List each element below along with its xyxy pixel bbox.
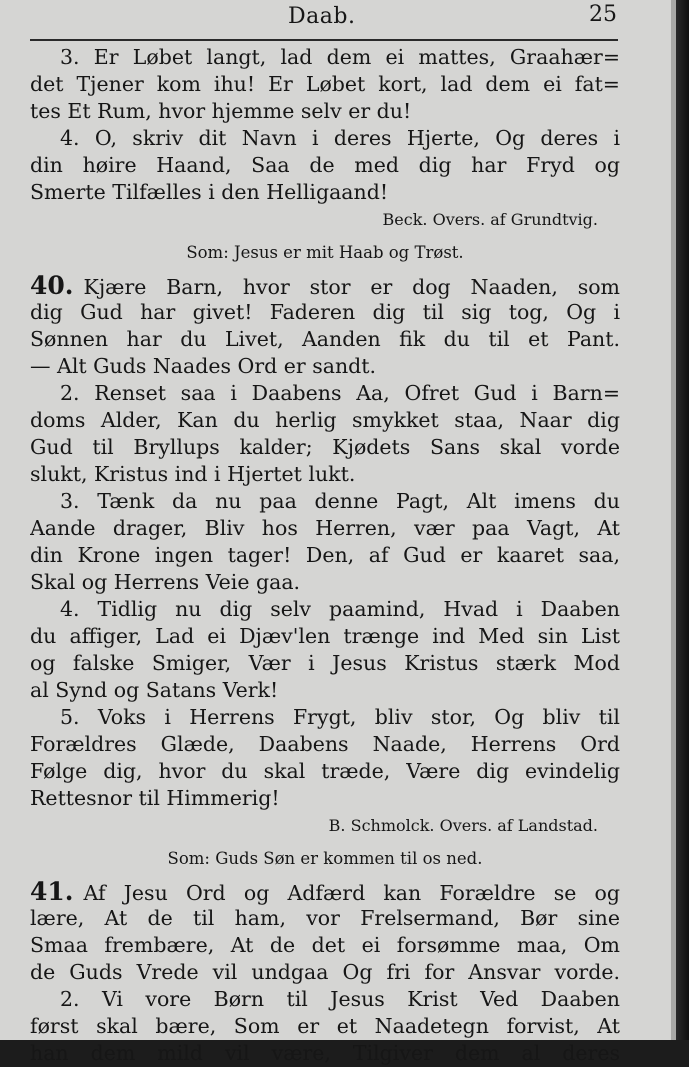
- verse: [30, 596, 620, 704]
- text-line: Forældres Glæde, Daabens Naade, Herrens Ord: [30, 732, 620, 756]
- text-line: 4. Tidlig nu dig selv paamind, Hvad i Daaben: [60, 597, 620, 621]
- hymn-41: [30, 878, 620, 986]
- text-line: Kjære Barn, hvor stor er dog Naaden, som: [83, 275, 620, 299]
- text-line: Gud til Bryllups kalder; Kjødets Sans skal vorde: [30, 435, 620, 459]
- book-spine-shadow: [676, 0, 689, 1040]
- text-line: lære, At de til ham, vor Frelsermand, Bør sine: [30, 906, 620, 930]
- hymn-text: [30, 44, 620, 1067]
- text-line: Følge dig, hvor du skal træde, Være dig evindelig: [30, 759, 620, 783]
- text-line: — Alt Guds Naades Ord er sandt.: [30, 354, 377, 378]
- hymn-attribution: Beck. Overs. af Grundtvig.: [382, 210, 598, 229]
- tune-reference: Som: Guds Søn er kommen til os ned.: [167, 849, 483, 868]
- text-line: Sønnen har du Livet, Aanden fik du til et Pant.: [30, 327, 620, 351]
- text-line: du affiger, Lad ei Djæv'len trænge ind Med sin List: [30, 624, 620, 648]
- verse: [30, 704, 620, 812]
- hymn-number: 40.: [30, 272, 74, 299]
- text-line: tes Et Rum, hvor hjemme selv er du!: [30, 99, 412, 123]
- header-rule: [30, 39, 618, 41]
- text-line: Smerte Tilfælles i den Helligaand!: [30, 180, 389, 204]
- text-line: 5. Voks i Herrens Frygt, bliv stor, Og bliv til: [60, 705, 620, 729]
- text-line: det Tjener kom ihu! Er Løbet kort, lad dem ei fat=: [30, 72, 620, 96]
- running-title: Daab.: [288, 4, 356, 29]
- text-line: Af Jesu Ord og Adfærd kan Forældre se og: [83, 881, 620, 905]
- text-line: din høire Haand, Saa de med dig har Fryd og: [30, 153, 620, 177]
- tune-reference: Som: Jesus er mit Haab og Trøst.: [186, 243, 464, 262]
- text-line: 3. Tænk da nu paa denne Pagt, Alt imens du: [60, 489, 620, 513]
- verse: [30, 44, 620, 125]
- hymn-number: 41.: [30, 878, 74, 905]
- text-line: de Guds Vrede vil undgaa Og fri for Ansvar vorde.: [30, 960, 620, 984]
- text-line: først skal bære, Som er et Naadetegn forvist, At: [30, 1014, 620, 1038]
- page-header: [0, 0, 676, 40]
- text-line: al Synd og Satans Verk!: [30, 678, 279, 702]
- text-line: Rettesnor til Himmerig!: [30, 786, 280, 810]
- text-line: din Krone ingen tager! Den, af Gud er kaaret saa,: [30, 543, 620, 567]
- text-line: Smaa frembære, At de det ei forsømme maa, Om: [30, 933, 620, 957]
- text-line: 4. O, skriv dit Navn i deres Hjerte, Og deres i: [60, 126, 620, 150]
- text-line: og falske Smiger, Vær i Jesus Kristus stærk Mod: [30, 651, 620, 675]
- text-line: dig Gud har givet! Faderen dig til sig tog, Og i: [30, 300, 620, 324]
- text-line: doms Alder, Kan du herlig smykket staa, Naar dig: [30, 408, 620, 432]
- text-line: Aande drager, Bliv hos Herren, vær paa Vagt, At: [30, 516, 620, 540]
- text-line: slukt, Kristus ind i Hjertet lukt.: [30, 462, 356, 486]
- text-line: Skal og Herrens Veie gaa.: [30, 570, 301, 594]
- verse: [30, 488, 620, 596]
- text-line: 2. Vi vore Børn til Jesus Krist Ved Daaben: [60, 987, 620, 1011]
- hymn-40: [30, 272, 620, 380]
- page-number: 25: [589, 2, 617, 27]
- text-line: han dem mild vil være, Tilgiver dem al deres: [30, 1041, 620, 1065]
- text-line: 2. Renset saa i Daabens Aa, Ofret Gud i Barn=: [60, 381, 620, 405]
- verse: [30, 986, 620, 1067]
- text-line: 3. Er Løbet langt, lad dem ei mattes, Graahær=: [60, 45, 620, 69]
- verse: [30, 380, 620, 488]
- hymn-attribution: B. Schmolck. Overs. af Landstad.: [328, 816, 598, 835]
- verse: [30, 125, 620, 206]
